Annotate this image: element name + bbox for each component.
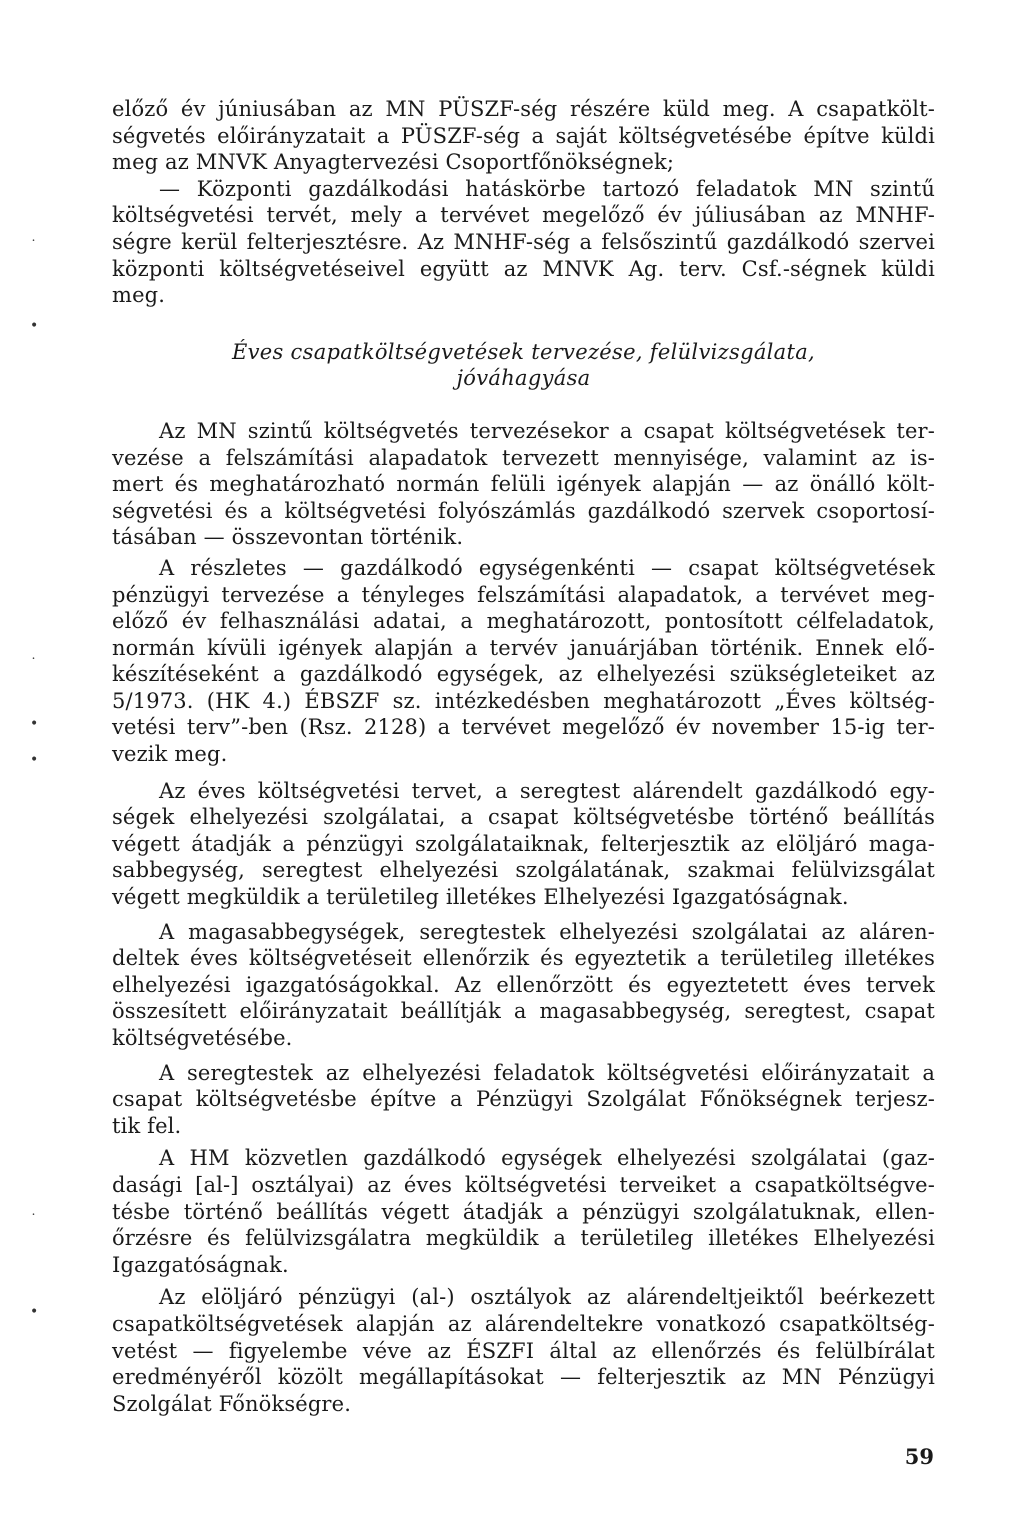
margin-speck: ˙ bbox=[30, 1212, 37, 1228]
margin-speck: • bbox=[30, 318, 39, 334]
paragraph-4 bbox=[112, 555, 935, 768]
margin-speck: ˙ bbox=[30, 238, 37, 254]
text-line: Az elöljáró pénzügyi (al-) osztályok az alárendeltjeiktől beérkezett bbox=[159, 1285, 935, 1310]
text-line: mert és meghatározható normán felüli igények alapján — az önálló költ- bbox=[112, 472, 935, 497]
text-line: vetést — figyelembe véve az ÉSZFI által az ellenőrzés és felülbírálat bbox=[112, 1338, 935, 1363]
text-line: végett átadják a pénzügyi szolgálataiknak, felterjesztik az elöljáró maga- bbox=[112, 831, 935, 856]
text-line: előző év felhasználási adatai, a meghatározott, pontosított célfeladatok, bbox=[112, 609, 935, 634]
text-line: csapat költségvetésbe építve a Pénzügyi Szolgálat Főnökségnek terjesz- bbox=[112, 1087, 935, 1112]
paragraph-3 bbox=[112, 418, 935, 551]
margin-speck: ˙ bbox=[30, 656, 37, 672]
text-line: tik fel. bbox=[112, 1113, 182, 1138]
text-line: sabbegység, seregtest elhelyezési szolgálatának, szakmai felülvizsgálat bbox=[112, 858, 935, 883]
text-line: központi költségvetéseivel együtt az MNVK Ag. terv. Csf.-ségnek küldi bbox=[112, 256, 935, 281]
text-line: eredményéről közölt megállapításokat — felterjesztik az MN Pénzügyi bbox=[112, 1365, 935, 1390]
text-line: Igazgatóságnak. bbox=[112, 1252, 289, 1277]
text-line: végett megküldik a területileg illetékes Elhelyezési Igazgatóságnak. bbox=[112, 885, 849, 910]
text-line: ségvetés előirányzatait a PÜSZF-ség a saját költségvetésébe építve küldi bbox=[112, 123, 935, 148]
text-line: csapatköltségvetések alapján az alárendeltekre vonatkozó csapatköltség- bbox=[112, 1311, 935, 1336]
text-line: — Központi gazdálkodási hatáskörbe tartozó feladatok MN szintű bbox=[159, 176, 935, 201]
heading-line-1: Éves csapatköltségvetések tervezése, felülvizsgálata, bbox=[231, 339, 816, 364]
text-line: 5/1973. (HK 4.) ÉBSZF sz. intézkedésben meghatározott „Éves költség- bbox=[112, 688, 935, 713]
text-line: deltek éves költségvetéseit ellenőrzik és egyeztetik a területileg illetékes bbox=[112, 946, 935, 971]
page-body bbox=[112, 96, 935, 1417]
paragraph-1 bbox=[112, 96, 935, 176]
margin-speck: • bbox=[30, 752, 39, 768]
text-line: vetési terv”-ben (Rsz. 2128) a tervévet megelőző év november 15-ig ter- bbox=[112, 715, 935, 740]
paragraph-9 bbox=[112, 1284, 935, 1417]
heading-line-2: jóváhagyása bbox=[456, 366, 591, 391]
paragraph-8 bbox=[112, 1145, 935, 1278]
paragraph-6 bbox=[112, 919, 935, 1052]
text-line: meg. bbox=[112, 283, 166, 308]
margin-speck: • bbox=[30, 1304, 39, 1320]
text-line: tésbe történő beállítás végett átadják a pénzügyi szolgálatuknak, ellen- bbox=[112, 1199, 935, 1224]
text-line: vezése a felszámítási alapadatok tervezett mennyisége, valamint az is- bbox=[112, 445, 935, 470]
margin-speck: • bbox=[30, 716, 39, 732]
text-line: vezik meg. bbox=[112, 742, 228, 767]
text-line: előző év júniusában az MN PÜSZF-ség részére küld meg. A csapatkölt- bbox=[112, 97, 935, 121]
text-line: készítéseként a gazdálkodó egységek, az elhelyezési szükségleteiket az bbox=[112, 662, 935, 687]
text-line: elhelyezési igazgatóságokkal. Az ellenőrzött és egyeztetett éves tervek bbox=[112, 972, 935, 997]
page-number: 59 bbox=[904, 1444, 934, 1469]
text-line: A HM közvetlen gazdálkodó egységek elhelyezési szolgálatai (gaz- bbox=[159, 1146, 935, 1171]
text-line: őrzésre és felülvizsgálatra megküldik a területileg illetékes Elhelyezési bbox=[112, 1226, 935, 1251]
text-line: meg az MNVK Anyagtervezési Csoportfőnökségnek; bbox=[112, 150, 675, 175]
text-line: A seregtestek az elhelyezési feladatok költségvetési előirányzatait a bbox=[159, 1060, 935, 1085]
paragraph-2 bbox=[112, 176, 935, 309]
text-line: normán kívüli igények alapján a tervév januárjában történik. Ennek elő- bbox=[112, 635, 935, 660]
text-line: A magasabbegységek, seregtestek elhelyezési szolgálatai az aláren- bbox=[159, 919, 935, 944]
text-line: Szolgálat Főnökségre. bbox=[112, 1391, 352, 1416]
text-line: ségvetési és a költségvetési folyószámlás gazdálkodó szervek csoportosí- bbox=[112, 498, 935, 523]
paragraph-7 bbox=[112, 1060, 935, 1140]
text-line: összesített előirányzatait beállítják a magasabbegység, seregtest, csapat bbox=[112, 999, 935, 1024]
paragraph-5 bbox=[112, 778, 935, 911]
text-line: Az MN szintű költségvetés tervezésekor a csapat költségvetések ter- bbox=[159, 418, 935, 443]
text-line: költségvetési tervét, mely a tervévet megelőző év júliusában az MNHF- bbox=[112, 203, 935, 228]
text-line: Az éves költségvetési tervet, a seregtest alárendelt gazdálkodó egy- bbox=[159, 778, 935, 803]
text-line: dasági [al-] osztályai) az éves költségvetési terveiket a csapatköltségve- bbox=[112, 1172, 935, 1197]
section-heading bbox=[112, 339, 935, 392]
text-line: ségek elhelyezési szolgálatai, a csapat költségvetésbe történő beállítás bbox=[112, 805, 935, 830]
text-line: költségvetésébe. bbox=[112, 1026, 293, 1050]
text-line: tásában — összevontan történik. bbox=[112, 525, 464, 550]
text-line: ségre kerül felterjesztésre. Az MNHF-ség a felsőszintű gazdálkodó szervei bbox=[112, 229, 935, 254]
text-line: A részletes — gazdálkodó egységenkénti — csapat költségvetések bbox=[159, 555, 935, 580]
text-line: pénzügyi tervezése a tényleges felszámítási alapadatok, a tervévet meg- bbox=[112, 582, 935, 607]
